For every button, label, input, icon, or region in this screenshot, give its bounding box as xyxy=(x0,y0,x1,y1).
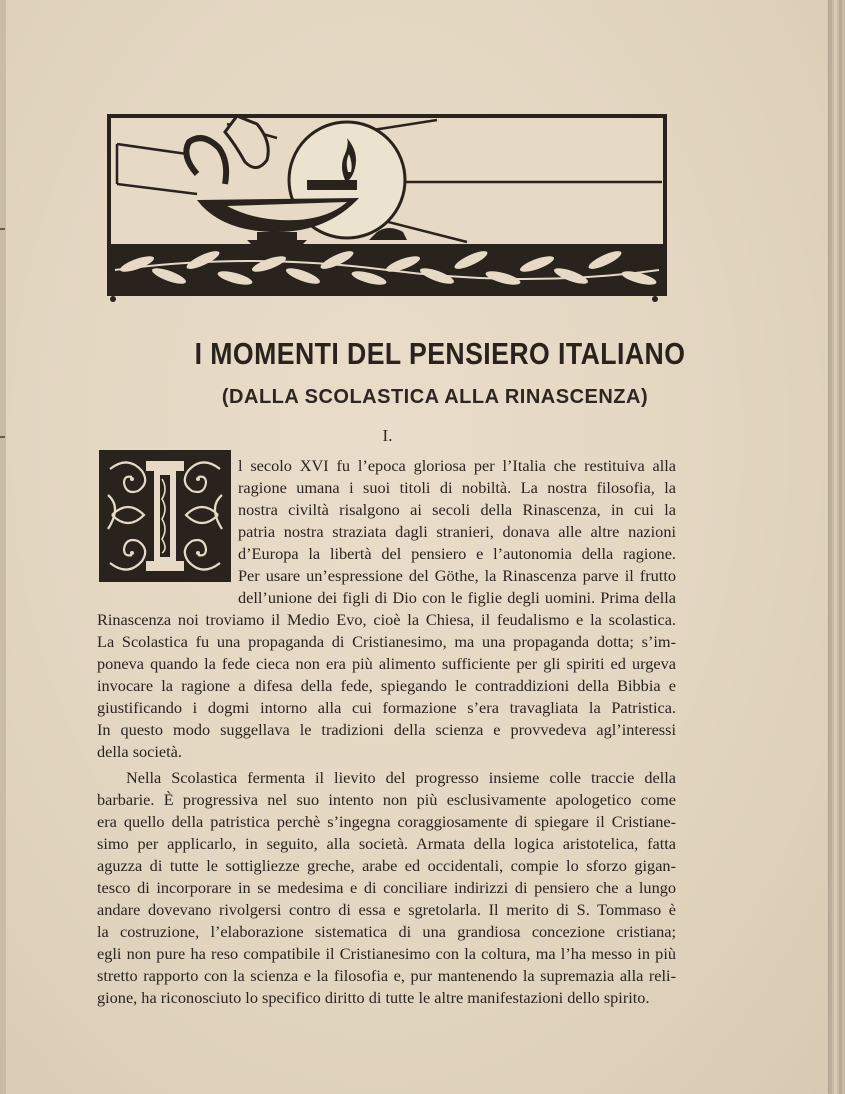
page-subtitle: (DALLA SCOLASTICA ALLA RINASCENZA) xyxy=(221,386,649,408)
section-number: I. xyxy=(382,426,393,445)
text-line: La Scolastica fu una propaganda di Cristianesimo, ma una propaganda dotta; s’im- xyxy=(97,632,676,651)
page-title: I MOMENTI DEL PENSIERO ITALIANO xyxy=(194,336,686,371)
text-line: giustificando i dogmi intorno alla cui formazione s’era travagliata la Patristica. xyxy=(97,698,676,717)
text-line: egli non pure ha reso compatibile il Cristianesimo con la coltura, ma l’ha messo in più xyxy=(97,944,676,963)
text-line: la costruzione, l’elaborazione sistematica di una grandiosa concezione cristiana; xyxy=(97,922,676,941)
text-line: stretto rapporto con la scienza e la filosofia e, pur mantenendo la supremazia alla reli- xyxy=(97,966,676,985)
text-line: Per usare un’espressione del Göthe, la Rinascenza parve il frutto xyxy=(238,566,676,585)
oil-lamp-illustration-icon xyxy=(107,114,667,304)
text-line: nostra civiltà risalgono ai secoli della Rinascenza, in cui la xyxy=(238,500,676,519)
text-line: tesco di incorporare in se medesima e di conciliare indirizzi di pensiero che a lungo xyxy=(97,878,676,897)
text-line: patria nostra straziata dagli stranieri, donava alle altre nazioni xyxy=(238,522,676,541)
text-line: aguzza di tutte le sottigliezze greche, arabe ed occidentali, compie lo sforzo gigan- xyxy=(97,856,676,875)
text-line: d’Europa la libertà del pensiero e l’autonomia della ragione. xyxy=(238,544,676,563)
text-line: ragione umana i suoi titoli di nobiltà. La nostra filosofia, la xyxy=(238,478,676,497)
text-line: dell’unione dei figli di Dio con le figlie degli uomini. Prima della xyxy=(238,588,676,607)
page-edge xyxy=(834,0,837,1094)
text-line: l secolo XVI fu l’epoca gloriosa per l’Italia che restituiva alla xyxy=(238,456,676,475)
text-line: andare dovevano rivolgersi contro di essa e sgretolarla. Il merito di S. Tommaso è xyxy=(97,900,676,919)
text-line: gione, ha riconosciuto lo specifico diritto di tutte le altre manifestazioni dello spirito. xyxy=(97,988,650,1007)
text-line: simo per applicarlo, in seguito, alla società. Armata della logica aristotelica, fatta xyxy=(97,834,676,853)
page-edge xyxy=(839,0,842,1094)
text-line: Nella Scolastica fermenta il lievito del progresso insieme colle traccie della xyxy=(126,768,676,787)
text-line: poneva quando la fede cieca non era più alimento sufficiente per gli spiriti ed urgeva xyxy=(97,654,676,673)
text-line: della società. xyxy=(97,742,182,761)
text-line: Rinascenza noi troviamo il Medio Evo, cioè la Chiesa, il feudalismo e la scolastica. xyxy=(97,610,676,629)
text-line: In questo modo suggellava le tradizioni della scienza e provvedeva agl’interessi xyxy=(97,720,676,739)
ornamental-initial-icon xyxy=(98,449,232,583)
margin-mark xyxy=(0,228,5,230)
text-line: invocare la ragione a difesa della fede, spiegando le contraddizioni della Bibbia e xyxy=(97,676,676,695)
page-edge xyxy=(829,0,832,1094)
text-line: era quello della patristica perchè s’ingegna coraggiosamente di spiegare il Cristiane- xyxy=(97,812,676,831)
text-line: barbarie. È progressiva nel suo intento non più esclusivamente apologetico come xyxy=(97,790,676,809)
